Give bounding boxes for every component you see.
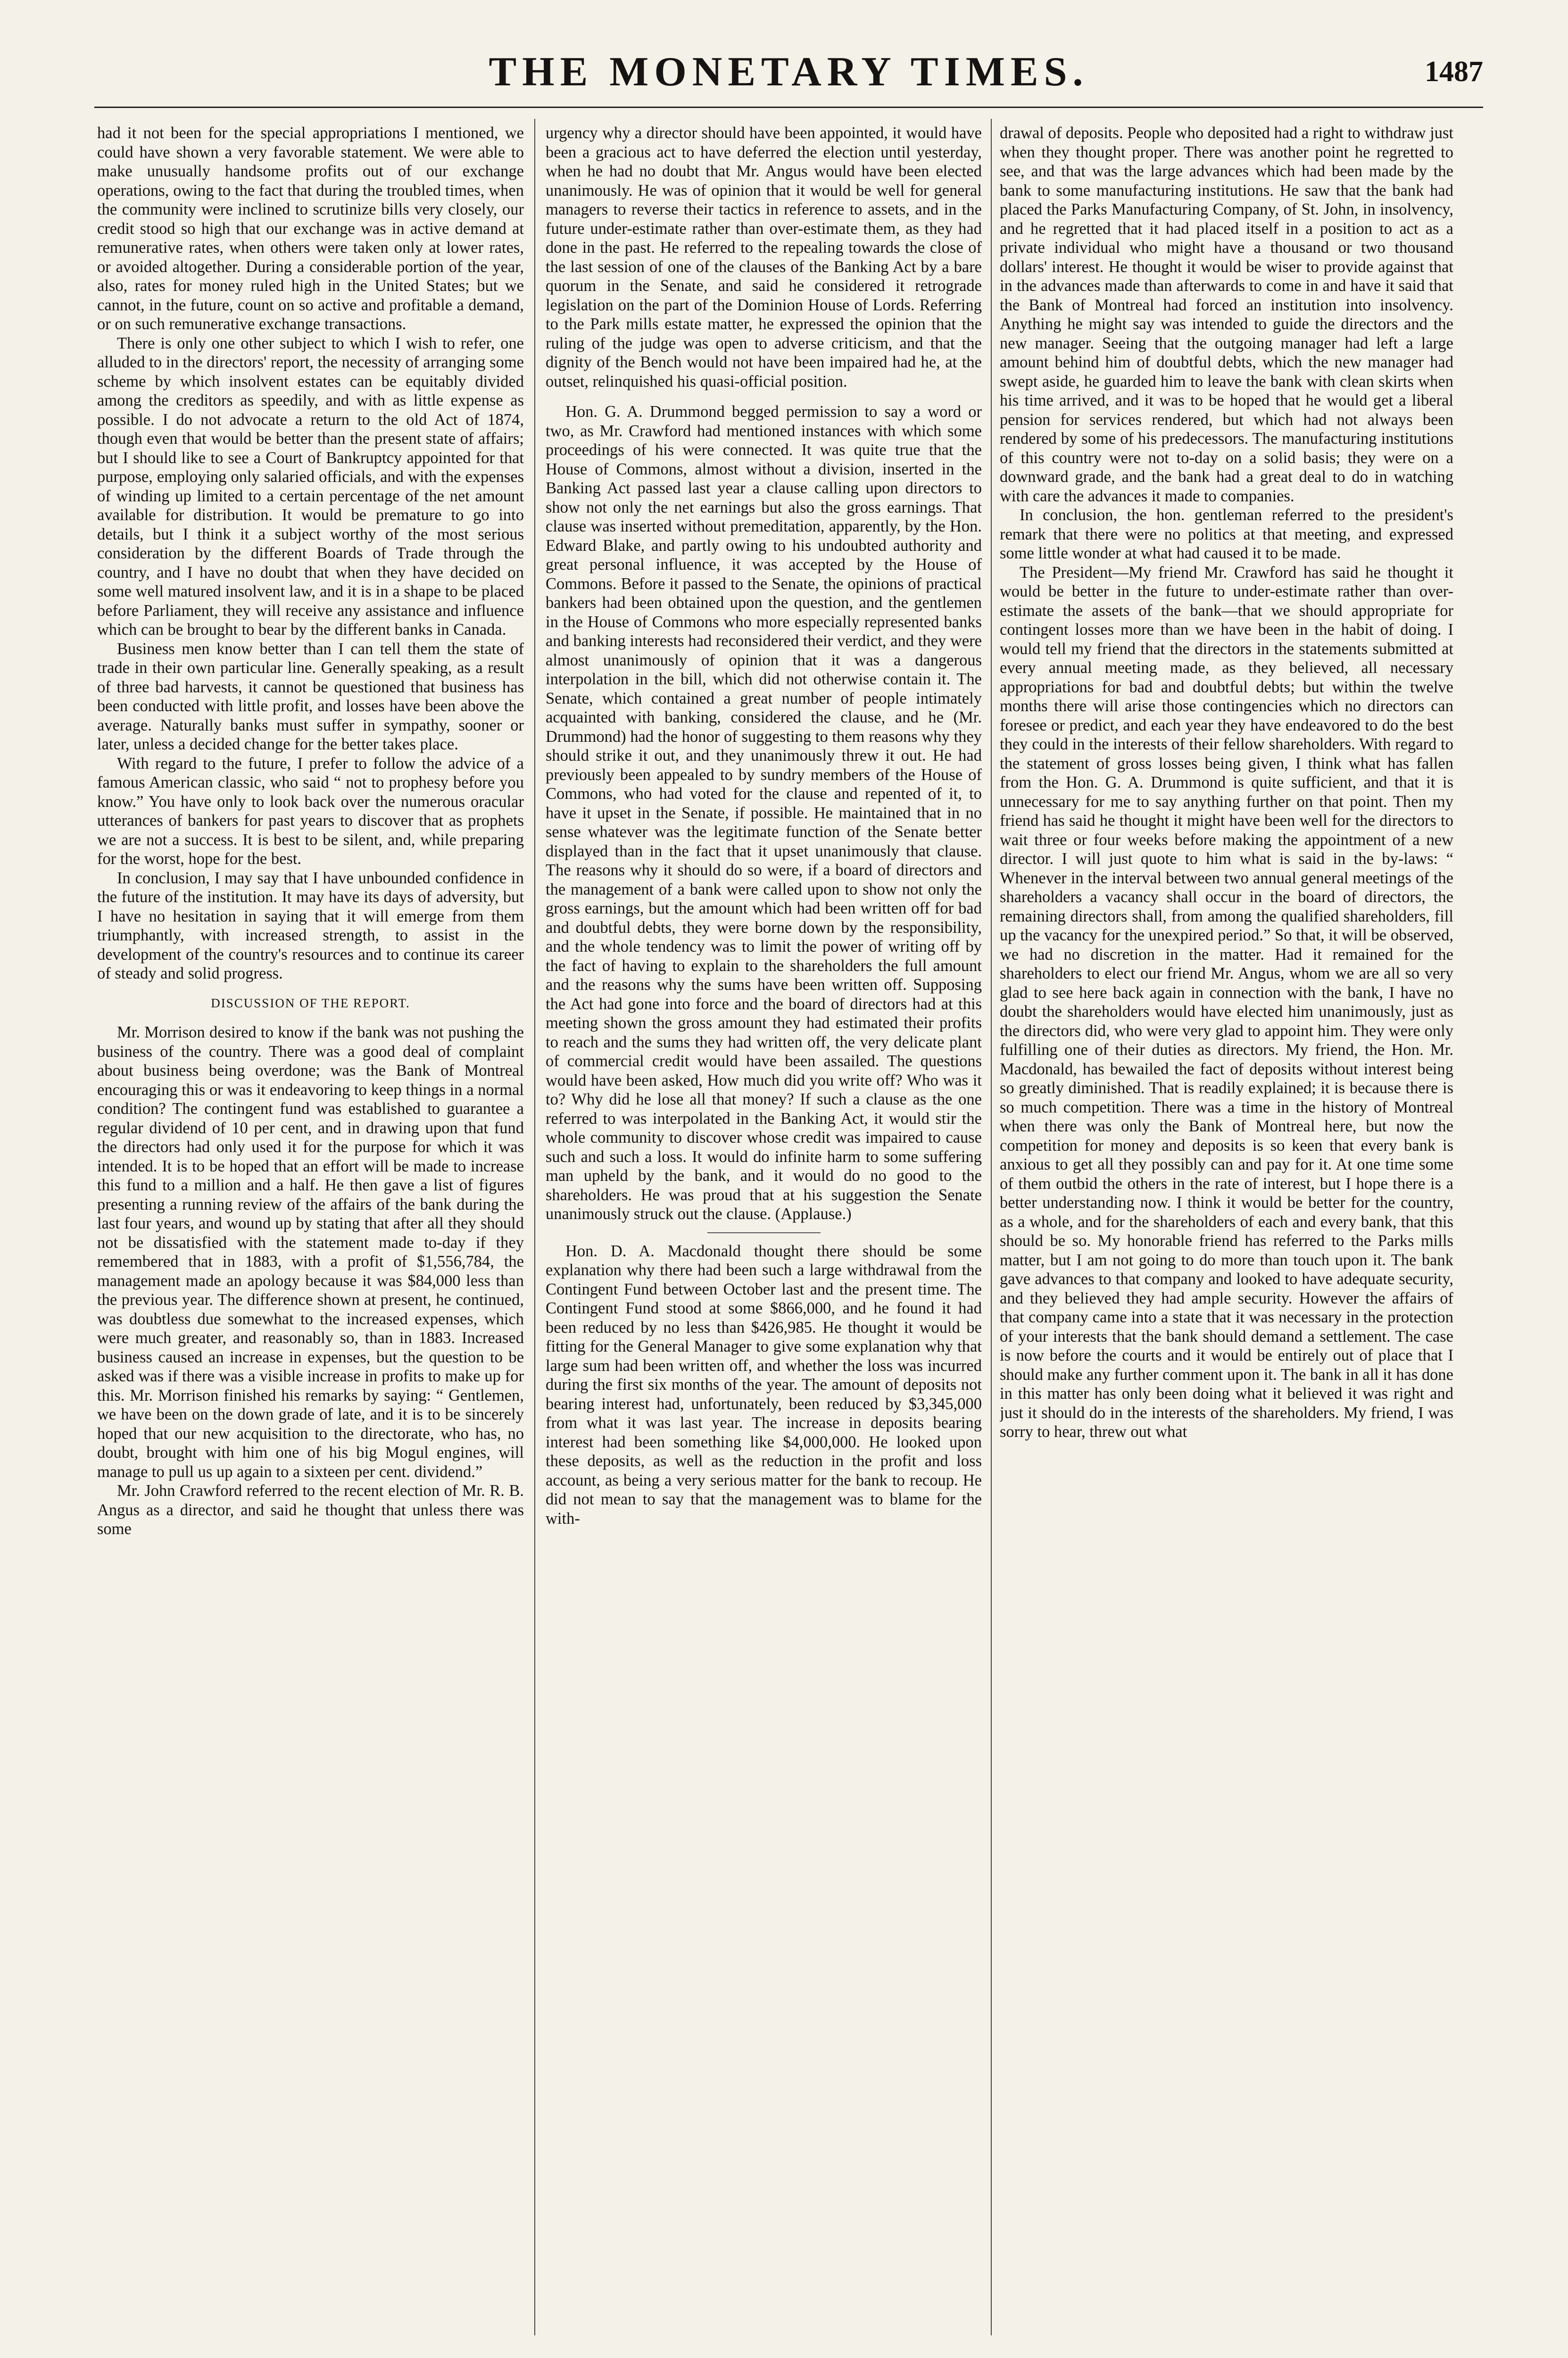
paragraph: Mr. John Crawford referred to the recent election of Mr. R. B. Angus as a director, and said he thought that unless there was some xyxy=(97,1482,524,1538)
column-divider xyxy=(534,119,535,2335)
masthead xyxy=(94,43,1483,109)
article-column-3 xyxy=(1000,124,1453,2312)
masthead-rule xyxy=(94,107,1483,108)
paragraph: In conclusion, the hon. gentleman referred to the president's remark that there were no politics at that meeting, and expressed some little wonder at what had caused it to be made. xyxy=(1000,506,1453,562)
paragraph: There is only one other subject to which I wish to refer, one alluded to in the directors' report, the necessity of arranging some scheme by which insolvent estates can be equitably divided among the creditors as speedily, and with as little expense as possible. I do not advocate a return to the old Act of 1874, though even that would be better than the present state of affairs; but I should like to see a Court of Bankruptcy appointed for that purpose, employing only salaried officials, and with the expenses of winding up limited to a certain percentage of the net amount available for distribution. It would be premature to go into details, but I think it a subject worthy of the most serious consideration by the different Boards of Trade through the country, and I have no doubt that when they have decided on some well matured insolvent law, and it is in a shape to be placed before Parliament, they will receive any assistance and influence which can be brought to bear by the different banks in Canada. xyxy=(97,334,524,639)
paragraph: The President—My friend Mr. Crawford has said he thought it would be better in the future to under-estimate rather than over-estimate the assets of the bank—that we should appropriate for contingent losses more than we have been in the habit of doing. I would tell my friend that the directors in the statements submitted at every annual meeting made, as they believed, all necessary appropriations for bad and doubtful debts; but within the twelve months there will arise those contingencies which no directors can foresee or predict, and each year they have endeavored to do the best they could in the interests of their fellow shareholders. With regard to the statement of gross losses being given, I think what has fallen from the Hon. G. A. Drummond is quite sufficient, and that it is unnecessary for me to say anything further on that point. Then my friend has said he thought it might have been well for the directors to wait three or four weeks before making the appointment of a new director. I will just quote to him what is said in the by-laws: “ Whenever in the interval between two annual general meetings of the shareholders a vacancy shall occur in the board of directors, the remaining directors shall, from among the qualified shareholders, fill up the vacancy for the unexpired period.” So that, it will be observed, we had no discretion in the matter. Had it remained for the shareholders to elect our friend Mr. Angus, whom we are all so very glad to see here back again in connection with the bank, I have no doubt the shareholders would have elected him unanimously, just as the directors did, who were very glad to appoint him. They were only fulfilling one of their duties as directors. My friend, the Hon. Mr. Macdonald, has bewailed the fact of deposits without interest being so greatly diminished. That is readily explained; it is because there is so much competition. There was a time in the history of Montreal when there was only the Bank of Montreal here, but now the competition for money and deposits is so keen that every bank is anxious to get all they possibly can and pay for it. At one time some of them outbid the others in the rate of interest, but I hope there is a better understanding now. I think it would be better for the country, as a whole, and for the shareholders of each and every bank, that this should be so. My honorable friend has referred to the Parks mills matter, but I am not going to do more than touch upon it. The bank gave advances to that company and looked to have adequate security, and they believed they had ample security. However the affairs of that company came into a state that it was necessary in the protection of your interests that the bank should demand a settlement. The case is now before the courts and it would be entirely out of place that I should make any further comment upon it. The bank in all it has done in this matter has only been doing what it believed it was right and just it should do in the interests of the shareholders. My friend, I was sorry to hear, threw out what xyxy=(1000,563,1453,1441)
paragraph: drawal of deposits. People who deposited had a right to withdraw just when they thought proper. There was another point he regretted to see, and that was the large advances which had been made by the bank to some manufacturing institutions. He saw that the bank had placed the Parks Manufacturing Company, of St. John, in insolvency, and he regretted that it had placed itself in a position to act as a private individual who might have a thousand or two thousand dollars' interest. He thought it would be wiser to provide against that in the advances made than afterwards to come in and have it said that the Bank of Montreal had forced an institution into insolvency. Anything he might say was intended to guide the directors and the new manager. Seeing that the outgoing manager had left a large amount behind him of doubtful debts, which the new manager had swept aside, he guarded him to leave the bank with clean skirts when his time arrived, and it was to be hoped that he would get a liberal pension for services rendered, but which had not always been rendered by some of his predecessors. The manufacturing institutions of this country were not to-day on a solid basis; they were on a downward grade, and the bank had a great deal to do in watching with care the advances it made to companies. xyxy=(1000,124,1453,505)
page-number: 1487 xyxy=(1425,56,1483,88)
section-heading: DISCUSSION OF THE REPORT. xyxy=(211,996,410,1010)
article-column-2 xyxy=(546,124,982,2312)
paragraph: Business men know better than I can tell them the state of trade in their own particular line. Generally speaking, as a result of three bad harvests, it cannot be questioned that business has been conducted with little profit, and losses have been above the average. Naturally banks must suffer in sympathy, sooner or later, unless a decided change for the better takes place. xyxy=(97,639,524,753)
column-divider xyxy=(991,119,992,2335)
paragraph: In conclusion, I may say that I have unbounded confidence in the future of the institution. It may have its days of adversity, but I have no hesitation in saying that it will emerge from them triumphantly, with increased strength, to assist in the development of the country's resources and to continue its career of steady and solid progress. xyxy=(97,869,524,982)
paragraph: Mr. Morrison desired to know if the bank was not pushing the business of the country. There was a good deal of complaint about business being overdone; was the Bank of Montreal encouraging this or was it endeavoring to keep things in a normal condition? The contingent fund was established to guarantee a regular dividend of 10 per cent, and in drawing upon that fund the directors had only used it for the purpose for which it was intended. It is to be hoped that an effort will be made to increase this fund to a million and a half. He then gave a list of figures presenting a running review of the affairs of the bank during the last four years, and wound up by stating that after all they should not be dissatisfied with the statement made to-day if they remembered that in 1883, with a profit of $1,556,784, the management made an apology because it was $84,000 less than the previous year. The difference shown at present, he continued, was doubtless due somewhat to the increased expenses, which were much greater, and reasonably so, than in 1883. Increased business caused an increase in expenses, but the question to be asked was if there was a visible increase in profits to make up for this. Mr. Morrison finished his remarks by saying: “ Gentlemen, we have been on the down grade of late, and it is to be sincerely hoped that our new acquisition to the directorate, who has, no doubt, brought with him one of his big Mogul engines, will manage to pull us up again to a sixteen per cent. dividend.” xyxy=(97,1023,524,1481)
paragraph: Hon. G. A. Drummond begged permission to say a word or two, as Mr. Crawford had mentioned instances with which some proceedings of his were connected. It was quite true that the House of Commons, almost without a division, inserted in the Banking Act passed last year a clause calling upon directors to show not only the net earnings but also the gross earnings. That clause was inserted without premeditation, apparently, by the Hon. Edward Blake, and partly owing to his undoubted authority and great personal influence, it was accepted by the House of Commons. Before it passed to the Senate, the opinions of practical bankers had been obtained upon the question, and the gentlemen in the House of Commons who more especially represented banks and banking interests had reconsidered their verdict, and they were almost unanimously of opinion that it was a dangerous interpolation in the bill, which did not otherwise contain it. The Senate, which contained a great number of people intimately acquainted with banking, considered the clause, and he (Mr. Drummond) had the honor of suggesting to them reasons why they should strike it out, and they unanimously threw it out. He had previously been appealed to by sundry members of the House of Commons, who had voted for the clause and repented of it, to have it upset in the Senate, if possible. He maintained that in no sense whatever was the legitimate function of the Senate better displayed than in the fact that it upset unanimously that clause. The reasons why it should do so were, if a board of directors and the management of a bank were called upon to show not only the gross earnings, but the amount which had been written off for bad and doubtful debts, they were borne down by the responsibility, and the whole tendency was to limit the power of writing off by the fact of having to explain to the shareholders the full amount and the reasons why the sums have been written off. Supposing the Act had gone into force and the board of directors had at this meeting shown the gross amount they had estimated their profits to reach and the sums they had written off, the very delicate plant of commercial credit would have been assailed. The questions would have been asked, How much did you write off? Who was it to? Why did he lose all that money? If such a clause as the one referred to was interpolated in the Banking Act, it would stir the whole community to discover whose credit was impaired to cause such and such a loss. It would do infinite harm to some suffering man upheld by the bank, and it would do no good to the shareholders. He was proud that at his suggestion the Senate unanimously struck out the clause. (Applause.) xyxy=(546,403,982,1223)
paragraph: Hon. D. A. Macdonald thought there should be some explanation why there had been such a large withdrawal from the Contingent Fund between October last and the present time. The Contingent Fund stood at some $866,000, and he found it had been reduced by no less than $426,985. He thought it would be fitting for the General Manager to give some explanation why that large sum had been written off, and whether the loss was incurred during the first six months of the year. The amount of deposits not bearing interest had, unfortunately, been reduced by $3,345,000 from what it was last year. The increase in deposits bearing interest had been something like $4,000,000. He looked upon these deposits, as well as the reduction in the profit and loss account, as being a very serious matter for the bank to recoup. He did not mean to say that the management was to blame for the with- xyxy=(546,1242,982,1528)
section-divider xyxy=(707,1232,821,1233)
paragraph: urgency why a director should have been appointed, it would have been a gracious act to have deferred the election until yesterday, when he had no doubt that Mr. Angus would have been elected unanimously. He was of opinion that it would be well for general managers to reverse their tactics in reference to assets, and in the future under-estimate rather than over-estimate them, as they had done in the past. He referred to the repealing towards the close of the last session of one of the clauses of the Banking Act by a bare quorum in the Senate, and said he considered it retrograde legislation on the part of the Dominion House of Lords. Referring to the Park mills estate matter, he expressed the opinion that the ruling of the judge was open to adverse criticism, and that the dignity of the Bench would not have been impaired had he, at the outset, relinquished his quasi-official position. xyxy=(546,124,982,390)
paragraph: had it not been for the special appropriations I mentioned, we could have shown a very favorable statement. We were able to make unusually handsome profits out of our exchange operations, owing to the fact that during the troubled times, when the community were inclined to scrutinize bills very closely, our credit stood so high that our exchange was in active demand at remunerative rates, when others were taken only at lower rates, or avoided altogether. During a considerable portion of the year, also, rates for money ruled high in the United States; but we cannot, in the future, count on so active and profitable a demand, or on such remunerative exchange transactions. xyxy=(97,124,524,333)
publication-title: THE MONETARY TIMES. xyxy=(489,49,1089,95)
paragraph: With regard to the future, I prefer to follow the advice of a famous American classic, who said “ not to prophesy before you know.” You have only to look back over the numerous oracular utterances of bankers for past years to discover that as prophets we are not a success. It is best to be silent, and, while preparing for the worst, hope for the best. xyxy=(97,754,524,868)
article-column-1 xyxy=(97,124,524,2312)
